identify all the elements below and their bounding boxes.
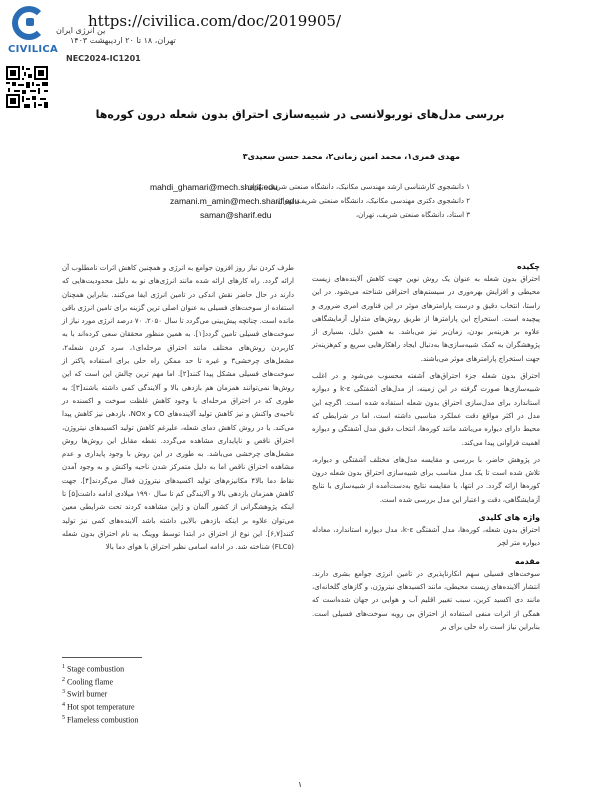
keywords-text: احتراق بدون شعله، کوره‌ها، مدل آشفتگی k-ε، مدل دیواره استاندارد، معادله دیواره متر لچر bbox=[312, 526, 540, 548]
civilica-logo bbox=[6, 4, 59, 55]
footnote-number: 5 bbox=[62, 714, 65, 721]
qr-code-icon[interactable] bbox=[6, 66, 48, 108]
conference-date: تهران، ۱۸ تا ۲۰ اردیبهشت ۱۴۰۳ bbox=[70, 36, 176, 45]
footnote-number: 3 bbox=[62, 689, 65, 696]
affiliation-text: ۱ دانشجوی کارشناسی ارشد مهندسی مکانیک، دانشگاه صنعتی شریف، تهران، bbox=[245, 183, 470, 191]
footnote-text: Flameless combustion bbox=[67, 715, 139, 725]
footnote-text: Hot spot temperature bbox=[67, 702, 135, 712]
footnote-item bbox=[62, 662, 138, 675]
abstract-paragraph: احتراق بدون شعله به عنوان یک روش نوین جهت کاهش آلاینده‌های زیست محیطی و افزایش بهره‌وری در سیستم‌های احتراقی شناخته می‌شود. در این راستا، انتخاب دقیق و درست پارامترهای موثر در این فناوری امری ضروری و پیچیده است. استخراج این پارامترها از طریق روش‌های متداول آزمایشگاهی علاوه بر هزینه‌بر بودن، زمان‌بر نیز می‌باشد. به همین دلیل، بسیاری از پژوهشگران به کمک شبیه‌سازی‌ها به‌دنبال ایجاد راهکارهایی سریع و کم‌هزینه‌تر جهت استخراج پارامترهای موثر می‌باشند. bbox=[312, 275, 540, 363]
footnote-number: 2 bbox=[62, 676, 65, 683]
keywords-heading: واژه های کلیدی bbox=[478, 513, 540, 523]
document-url[interactable]: https://civilica.com/doc/2019905/ bbox=[88, 12, 342, 30]
page-number: ۱ bbox=[297, 780, 303, 789]
footnotes bbox=[62, 662, 138, 725]
logo-text: CIVILICA bbox=[8, 44, 59, 55]
footnote-text: Swirl burner bbox=[67, 689, 108, 699]
abstract-paragraph: احتراق بدون شعله جزء احتراق‌های آشفته محسوب می‌شود و در اغلب شبیه‌سازی‌ها صورت گرفته در این زمینه، از مدل‌های آشفتگی k-ε و دیواره استاندارد برای مدل‌سازی احتراق بدون شعله استفاده شده است. اگرچه این مدل در اکثر مواقع دقت عملکرد مناسبی داشته است، اما در شرایطی که محیط دارای دیواره می‌باشد مانند کوره‌ها، انتخاب دقیق مدل آشفتگی و دیواره اهمیت فراوانی پیدا می‌کند. bbox=[312, 372, 540, 447]
affiliation-text: ۲ دانشجوی دکتری مهندسی مکانیک، دانشگاه صنعتی شریف، تهران، bbox=[275, 197, 470, 205]
left-column bbox=[62, 262, 294, 559]
paper-code: NEC2024-IC1201 bbox=[66, 54, 141, 63]
footnote-text: Stage combustion bbox=[67, 664, 125, 674]
footnote-item bbox=[62, 700, 138, 713]
body-paragraph: طرف کردن نیاز روز افزون جوامع به انرژی و همچنین کاهش اثرات نامطلوب آن ارائه گردد. راه کارهای ارائه شده مانند انرژی‌های نو به دلیل محدودیت‌هایی که دارند در حال حاضر نقش اندکی در تامین انرژی ایفا می‌کنند. بنابراین همچنان استفاده از سوخت‌های فسیلی به عنوان اصلی ترین گزینه برای تامین انرژی باقی مانده است. چنانچه پیش‌بینی می‌گردد تا سال ۲۰۵۰، ۷۰ درصد انرژی مورد نیاز از سوخت‌های فسیلی تامین گردد[۱]. به همین منظور محققان سعی کرده‌اند با به کاربردن روش‌های مختلف مانند احتراق مرحله‌ای۱، سرد کردن شعله۲، مشعل‌های چرخشی۳ و غیره تا حد ممکن راه حلی برای استفاده پاکتر از سوخت‌های فسیلی مشکل پیدا کنند[۲]. اما مهم ترین چالش این است که این روش‌ها نمی‌توانند همزمان هم بازدهی بالا و آلایندگی کمی داشته باشند[۳]؛ به طوری که در احتراق مرحله‌ای با وجود کاهش غلظت سوخت و اکسنده در ناحیه‌ی واکنش و نیز کاهش تولید آلاینده‌های CO و NOx، بازدهی نیز کاهش پیدا می‌کند. یا در روش کاهش دمای شعله، علیرغم کاهش تولید اکسیدهای نیتروژن، احتراق ناقص و ناپایداری مشاهده می‌گردد. نقطه مقابل این روش‌ها روش مشعل‌های چرخشی می‌باشد. به طوری در این روش با وجود پایداری و عدم مشاهده احتراق ناقص اما به دلیل متمرکز شدن ناحیه واکنش و به وجود آمدن نقاط دما بالا۴ مکانیزم‌های تولید اکسیدهای نیتروژن فعال می‌گردند[۴]. جهت کاهش همزمان بازدهی بالا و آلایندگی کم تا سال ۱۹۹۰ میلادی ادامه داشت[۵] تا اینکه پژوهشگرانی از کشور آلمان و ژاپن مشاهده کردند تحت شرایطی معین می‌توان علاوه بر اینکه بازدهی بالایی داشته باشد آلاینده‌های کمی نیز تولید کنند[۶,۷]. این نوع از احتراق در ابتدا توسط ووینگ به نام احتراق بدون شعله (FLC۵) شناخته شد. در ادامه اسامی نظیر احتراق با هوای دما بالا bbox=[62, 264, 295, 552]
affiliation-email[interactable]: mahdi_ghamari@mech.sharif.edu bbox=[150, 182, 278, 192]
footnote-item bbox=[62, 687, 138, 700]
intro-heading: مقدمه bbox=[514, 556, 540, 566]
footnote-number: 1 bbox=[62, 664, 65, 670]
footnote-text: Cooling flame bbox=[67, 677, 113, 687]
abstract-heading: چکیده bbox=[516, 262, 540, 271]
paper-authors: مهدی قمری۱، محمد امین زمانی۲، محمد حسن سعیدی۳ bbox=[242, 152, 460, 161]
paper-title: بررسی مدل‌های توربولانسی در شبیه‌سازی احتراق بدون شعله درون کوره‌ها bbox=[95, 108, 505, 121]
footnote-rule bbox=[62, 657, 142, 658]
logo-dot bbox=[26, 18, 34, 26]
affiliation-email[interactable]: saman@sharif.edu bbox=[200, 210, 272, 220]
footnote-item bbox=[62, 713, 138, 726]
footnote-item bbox=[62, 675, 138, 688]
abstract-paragraph: در پژوهش حاضر، با بررسی و مقایسه مدل‌های مختلف آشفتگی و دیواره، تلاش شده است تا یک مدل مناسب برای شبیه‌سازی احتراق بدون شعله درون کوره‌ها ارائه گردد. در انتها، با مقایسه نتایج به‌دست‌آمده از شبیه‌سازی با نتایج آزمایشگاهی، دقت و اعتبار این مدل بررسی شده است. bbox=[312, 455, 540, 504]
conference-name: ین انرژی ایران bbox=[56, 26, 106, 35]
right-column bbox=[312, 262, 540, 638]
intro-paragraph: سوخت‌های فسیلی سهم انکارناپذیری در تامین انرژی جوامع بشری دارند. انتشار آلاینده‌های زیست محیطی، مانند اکسیدهای نیتروژن، و گازهای گلخانه‌ای، مانند دی اکسید کربن، سبب تغییر اقلیم آب و هوایی در جهان شده‌است که همگی از اثرات منفی استفاده از احتراق بی رویه سوخت‌های فسیلی است. بنابراین نیاز است راه حلی برای بر bbox=[312, 569, 540, 631]
affiliation-email[interactable]: zamani.m_amin@mech.sharif.edu bbox=[170, 196, 300, 206]
affiliation-text: ۳ استاد، دانشگاه صنعتی شریف، تهران، bbox=[355, 211, 470, 219]
footnote-number: 4 bbox=[62, 701, 65, 708]
